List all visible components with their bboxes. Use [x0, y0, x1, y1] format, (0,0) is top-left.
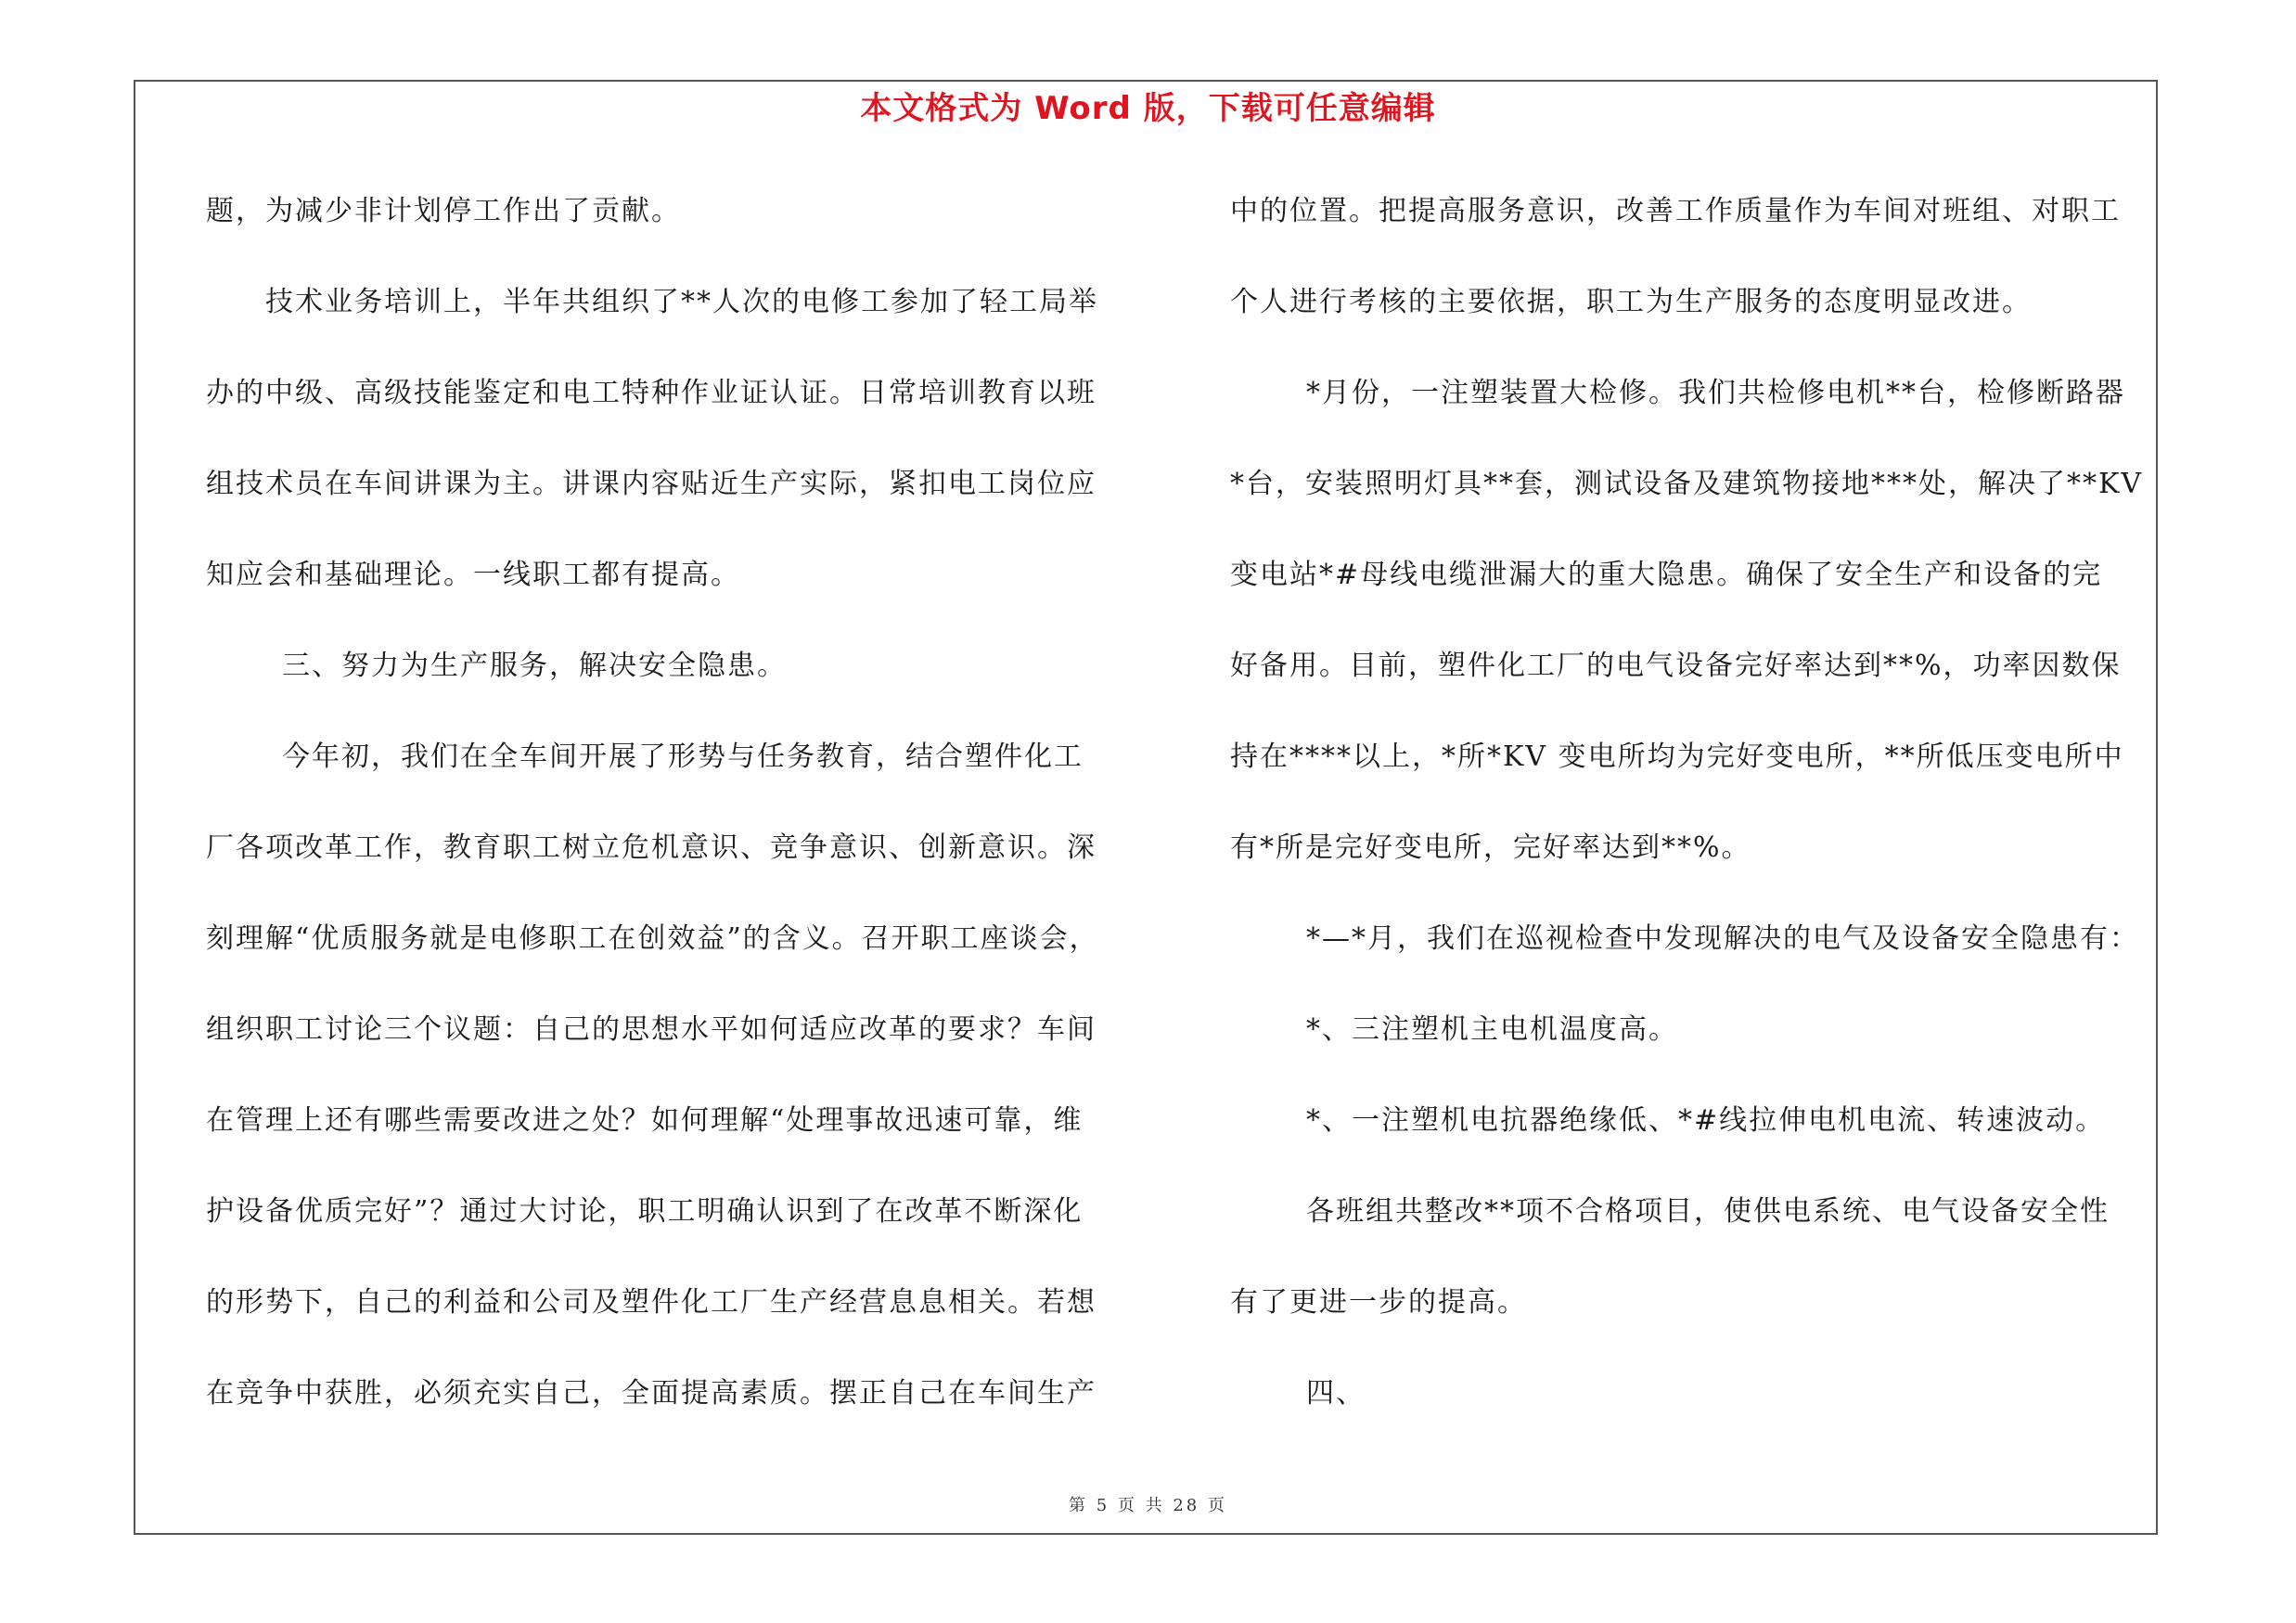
text-line: 持在****以上，*所*KV 变电所均为完好变电所，**所低压变电所中	[1230, 741, 2124, 773]
text-line: 护设备优质完好”？通过大讨论，职工明确认识到了在改革不断深化	[206, 1195, 1084, 1228]
text-line: 组技术员在车间讲课为主。讲课内容贴近生产实际，紧扣电工岗位应	[206, 468, 1097, 500]
text-line: *—*月，我们在巡视检查中发现解决的电气及设备安全隐患有：	[1306, 922, 2139, 955]
page-number-footer: 第 5 页 共 28 页	[1069, 1496, 1227, 1515]
text-line: 在竞争中获胜，必须充实自己，全面提高素质。摆正自己在车间生产	[206, 1377, 1097, 1410]
text-line: 有了更进一步的提高。	[1230, 1286, 1527, 1319]
text-line: 有*所是完好变电所，完好率达到**%。	[1230, 831, 1751, 864]
text-line: 各班组共整改**项不合格项目，使供电系统、电气设备安全性	[1306, 1195, 2110, 1228]
list-item: *、三注塑机主电机温度高。	[1306, 1013, 1678, 1046]
text-line: 在管理上还有哪些需要改进之处？如何理解“处理事故迅速可靠，维	[206, 1104, 1084, 1137]
format-notice-banner: 本文格式为 Word 版，下载可任意编辑	[860, 90, 1436, 127]
text-line: 刻理解“优质服务就是电修职工在创效益”的含义。召开职工座谈会，	[206, 922, 1099, 955]
text-line: *月份，一注塑装置大检修。我们共检修电机**台，检修断路器	[1306, 377, 2125, 409]
text-line: 厂各项改革工作，教育职工树立危机意识、竞争意识、创新意识。深	[206, 831, 1097, 864]
text-line: 今年初，我们在全车间开展了形势与任务教育，结合塑件化工	[282, 741, 1084, 773]
text-line: 技术业务培训上，半年共组织了**人次的电修工参加了轻工局举	[265, 286, 1098, 318]
text-line: 个人进行考核的主要依据，职工为生产服务的态度明显改进。	[1230, 286, 2032, 318]
right-column	[1230, 184, 2158, 1457]
section-heading: 四、	[1306, 1377, 1366, 1410]
text-line: 组织职工讨论三个议题：自己的思想水平如何适应改革的要求？车间	[206, 1013, 1097, 1046]
text-line: 题，为减少非计划停工作出了贡献。	[206, 195, 681, 227]
text-line: 的形势下，自己的利益和公司及塑件化工厂生产经营息息相关。若想	[206, 1286, 1097, 1319]
text-line: 中的位置。把提高服务意识，改善工作质量作为车间对班组、对职工	[1230, 195, 2121, 227]
text-line: *台，安装照明灯具**套，测试设备及建筑物接地***处，解决了**KV	[1230, 468, 2144, 500]
text-line: 知应会和基础理论。一线职工都有提高。	[206, 559, 740, 591]
text-line: 变电站*#母线电缆泄漏大的重大隐患。确保了安全生产和设备的完	[1230, 559, 2103, 591]
section-heading: 三、努力为生产服务，解决安全隐患。	[282, 650, 787, 682]
list-item: *、一注塑机电抗器绝缘低、*#线拉伸电机电流、转速波动。	[1306, 1104, 2106, 1137]
text-line: 办的中级、高级技能鉴定和电工特种作业证认证。日常培训教育以班	[206, 377, 1097, 409]
text-line: 好备用。目前，塑件化工厂的电气设备完好率达到**%，功率因数保	[1230, 650, 2122, 682]
left-column	[206, 184, 1128, 1457]
